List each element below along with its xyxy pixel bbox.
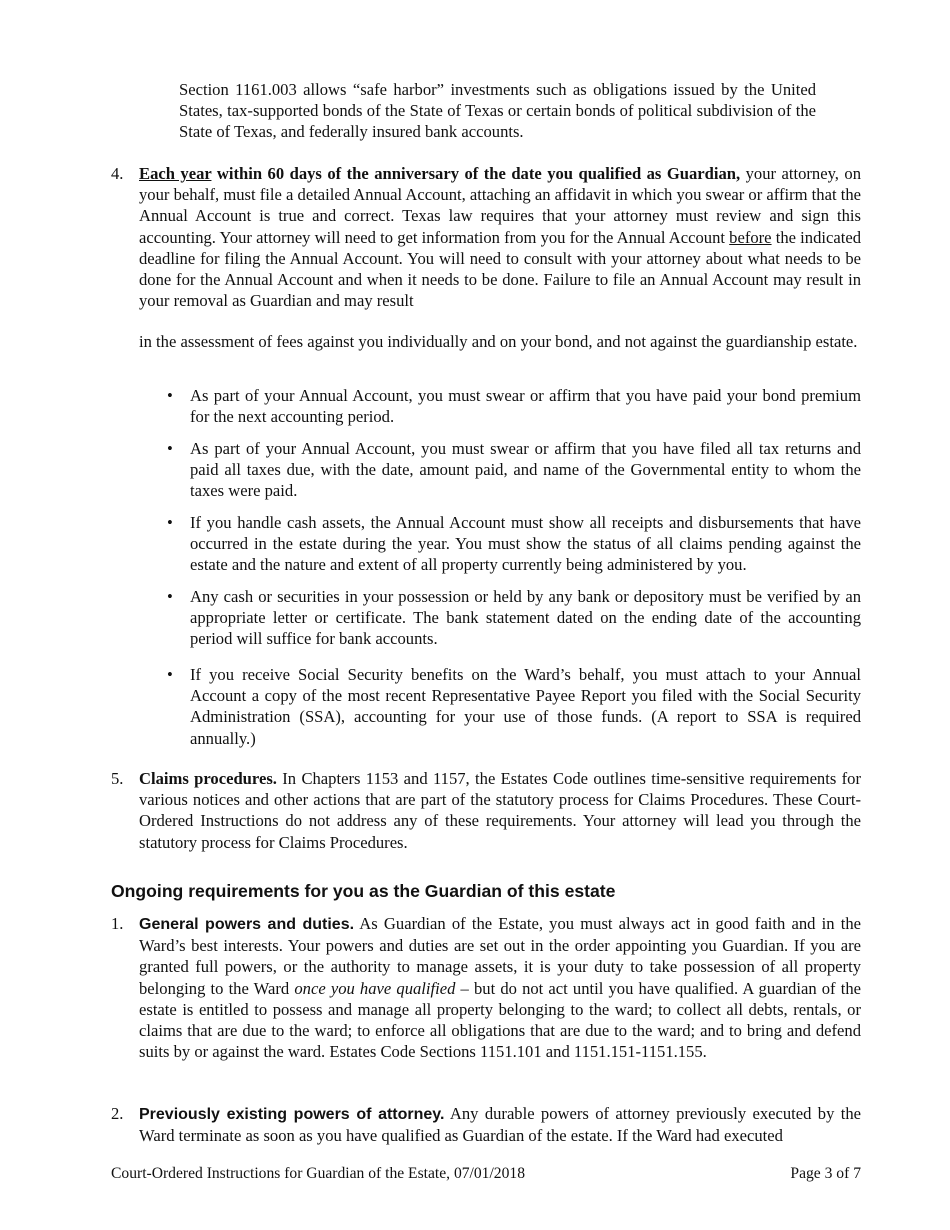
ongoing-1-text-1: As Guardian of the Estate, you must always act in good faith and in the Ward’s best interests. Your powers and duties are set out in the order appointing you Guardian. If you are granted full powers, or the authority to manage assets, it is your duty to take possession of all property belonging to the Ward — [139, 914, 861, 998]
item-4-lead-underlined: Each year — [139, 164, 212, 183]
ongoing-1-paragraph — [139, 913, 861, 1062]
item-5-number: 5. — [111, 769, 124, 788]
ongoing-2-paragraph — [139, 1103, 861, 1146]
ongoing-requirements-heading: Ongoing requirements for you as the Guardian of this estate — [111, 881, 616, 901]
item-4-text-1: your attorney, on your behalf, must file a detailed Annual Account, attaching an affidavit in which you swear or affirm that the Annual Account is true and correct. Texas law requires that your attorney must review and sign this accounting. Your attorney will need to get information from you for the Annual Account — [139, 164, 861, 247]
item-4-before-word: before — [729, 227, 772, 247]
ongoing-1-number: 1. — [111, 914, 124, 933]
bullet-icon: • — [167, 513, 173, 532]
ongoing-1-text-2: – but do not act until you have qualified. A guardian of the estate is entitled to possess and manage all property belonging to the ward; to collect all debts, rentals, or claims that are due to the ward; to enforce all obligations that are due to the ward; and to bring and defend suits by or against the ward. Estates Code Sections 1151.101 and 1151.151-1151.155. — [139, 978, 861, 1062]
item-4-paragraph — [139, 163, 861, 311]
item-4-text-2: the indicated deadline for filing the Annual Account. You will need to consult with your attorney about what needs to be done for the Annual Account and when it needs to be done. Failure to file an Annual Account may result in your removal as Guardian and may result — [139, 227, 861, 311]
bullet-item-2: As part of your Annual Account, you must swear or affirm that you have filed all tax returns and paid all taxes due, with the date, amount paid, and name of the Governmental entity to whom the taxes were paid. — [190, 439, 861, 501]
ongoing-2-number: 2. — [111, 1104, 124, 1123]
bullet-icon: • — [167, 587, 173, 606]
ongoing-2-title: Previously existing powers of attorney. — [139, 1106, 445, 1123]
bullet-icon: • — [167, 386, 173, 405]
item-4-lead-bold: within 60 days of the anniversary of the date you qualified as Guardian, — [211, 164, 741, 183]
bullet-item-4: Any cash or securities in your possession or held by any bank or depository must be verified by an appropriate letter or certificate. The bank statement dated on the ending date of the accounting period will suffice for bank accounts. — [190, 587, 861, 649]
bullet-icon: • — [167, 439, 173, 458]
item-5-text: In Chapters 1153 and 1157, the Estates Code outlines time-sensitive requirements for various notices and other actions that are part of the statutory process for Claims Procedures. These Court-Ordered Instructions do not address any of these requirements. Your attorney will lead you through the statutory process for Claims Procedures. — [139, 769, 861, 852]
item-4-continuation: in the assessment of fees against you individually and on your bond, and not against the guardianship estate. — [139, 332, 858, 351]
footer-page-number: Page 3 of 7 — [790, 1165, 861, 1182]
ongoing-1-title: General powers and duties. — [139, 916, 355, 933]
section-intro-paragraph: Section 1161.003 allows “safe harbor” investments such as obligations issued by the United States, tax-supported bonds of the State of Texas or certain bonds of political subdivision of the State of Texas, and federally insured bank accounts. — [179, 80, 816, 142]
ongoing-2-text: Any durable powers of attorney previously executed by the Ward terminate as soon as you have qualified as Guardian of the estate. If the Ward had executed — [139, 1104, 861, 1146]
bullet-item-5: If you receive Social Security benefits on the Ward’s behalf, you must attach to your Annual Account a copy of the most recent Representative Payee Report you filed with the Social Security Administration (SSA), accounting for your use of those funds. (A report to SSA is required annually.) — [190, 665, 861, 748]
item-5-title: Claims procedures. — [139, 769, 277, 788]
ongoing-1-italic: once you have qualified — [294, 978, 456, 998]
item-4-number: 4. — [111, 164, 124, 183]
bullet-item-1: As part of your Annual Account, you must swear or affirm that you have paid your bond premium for the next accounting period. — [190, 386, 861, 427]
bullet-item-3: If you handle cash assets, the Annual Account must show all receipts and disbursements that have occurred in the estate during the year. You must show the status of all claims pending against the estate and the nature and extent of all property currently being administered by you. — [190, 513, 861, 575]
item-5-paragraph — [139, 768, 861, 853]
bullet-icon: • — [167, 665, 173, 684]
footer-title: Court-Ordered Instructions for Guardian of the Estate, 07/01/2018 — [111, 1165, 525, 1182]
